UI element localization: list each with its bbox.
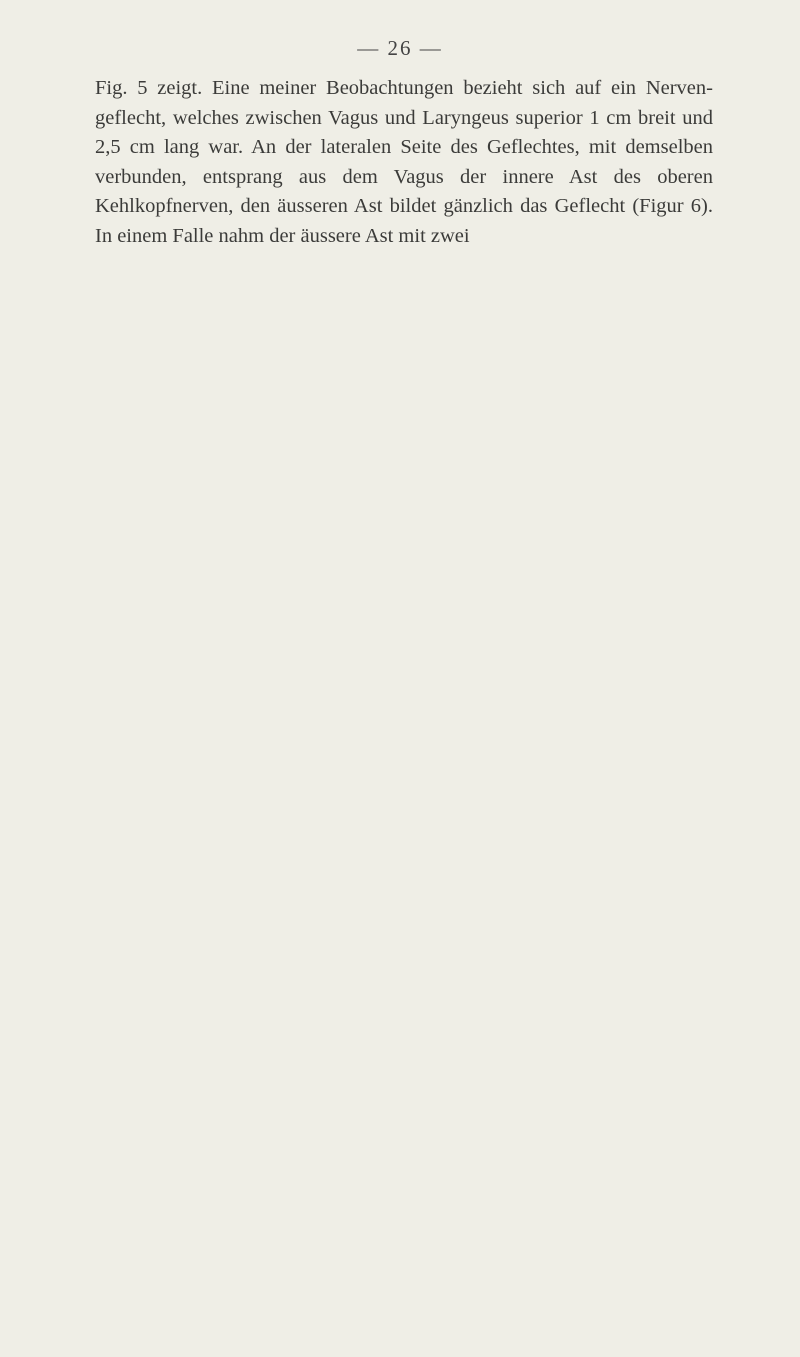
page-number: — 26 —: [357, 36, 443, 60]
intro-paragraph: Fig. 5 zeigt. Eine meiner Beobachtungen bezieht sich auf ein Nerven-geflecht, welches zwischen Vagus und Laryngeus superior 1 cm breit und 2,5 cm lang war. An der lateralen Seite des Geflechtes, mit demselben verbunden, entsprang aus dem Vagus der innere Ast des oberen Kehlkopfnerven, den äusseren Ast bildet gänzlich das Geflecht (Figur 6). In einem Falle nahm der äussere Ast mit zwei: [95, 77, 713, 247]
figure-illustrations: [0, 300, 800, 780]
